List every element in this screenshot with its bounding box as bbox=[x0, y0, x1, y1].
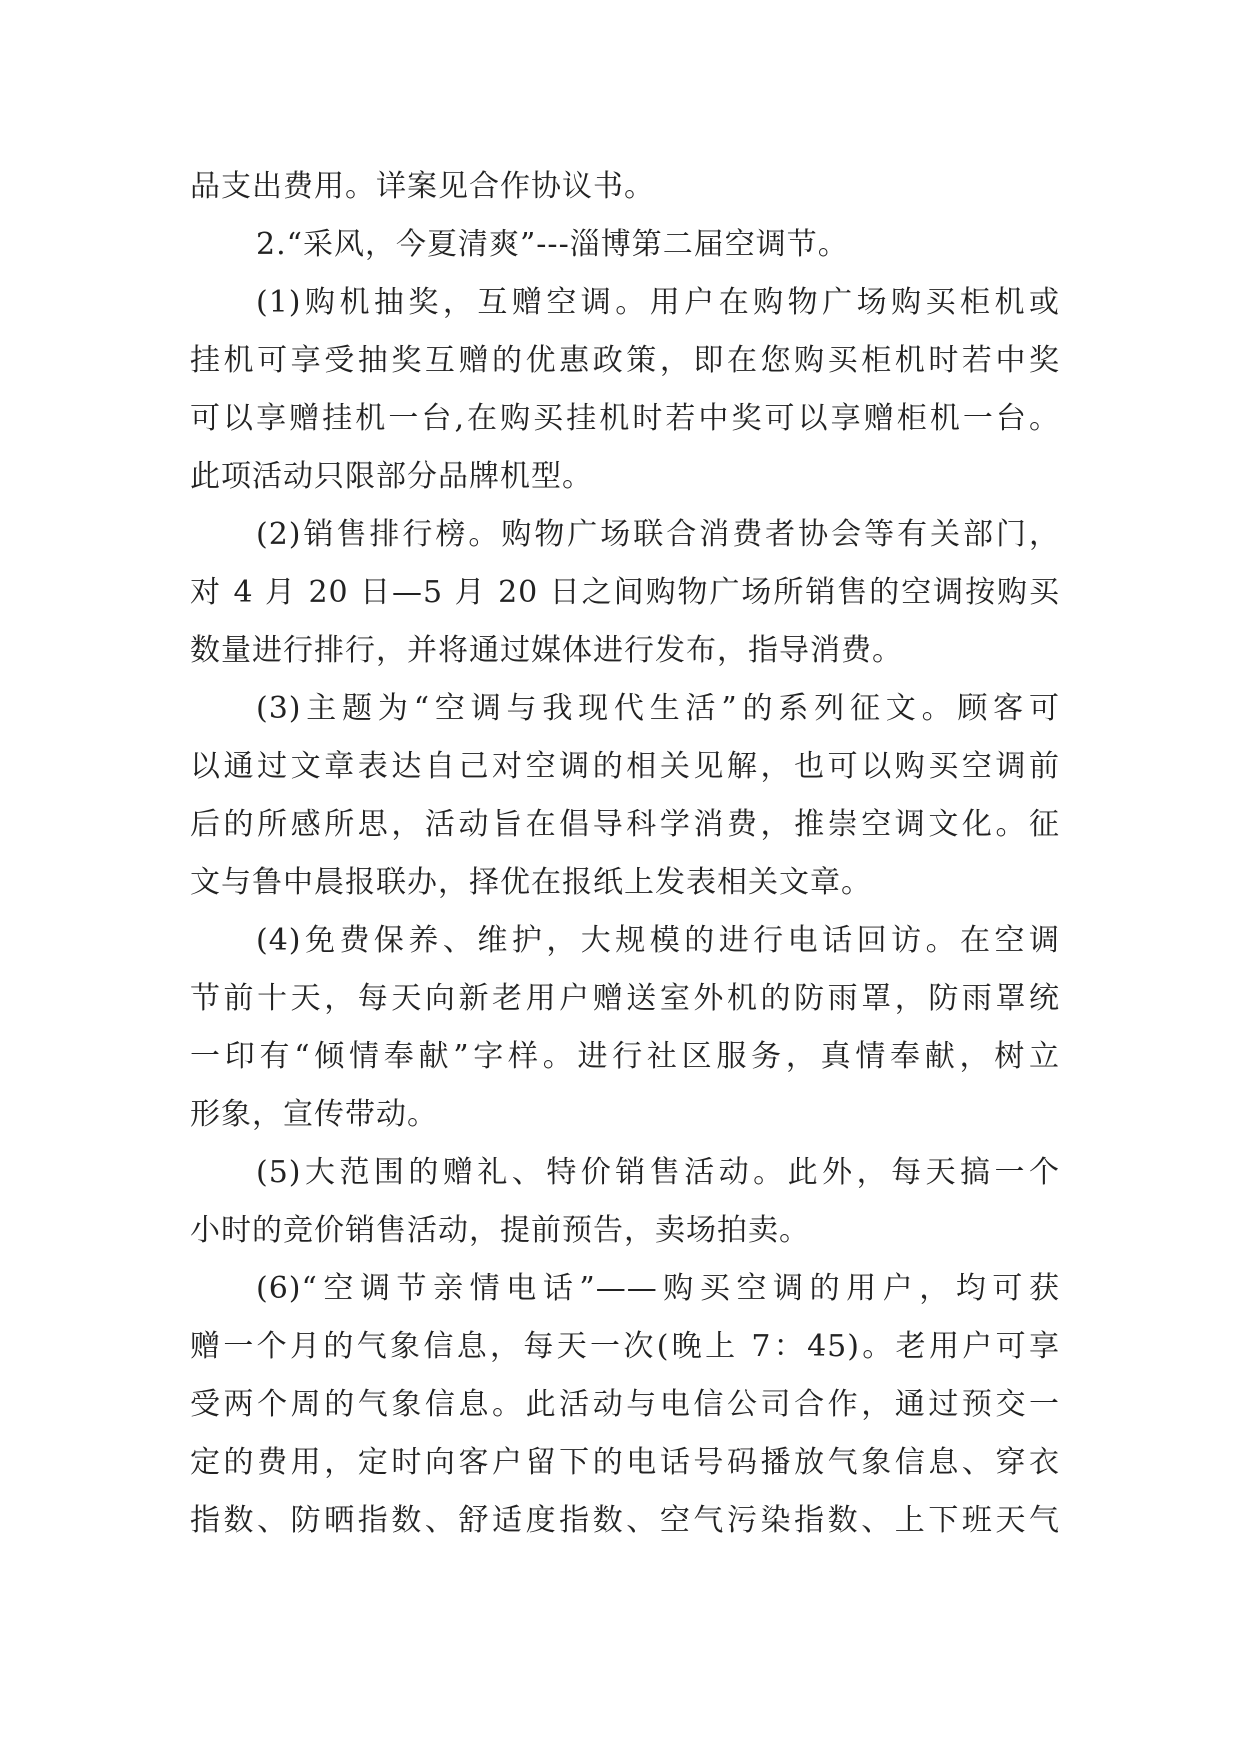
text-line: 赠一个月的气象信息，每天一次(晚上 7：45)。老用户可享 bbox=[190, 1329, 1060, 1364]
text-line: 定的费用，定时向客户留下的电话号码播放气象信息、穿衣 bbox=[190, 1445, 1060, 1480]
text-line: 受两个周的气象信息。此活动与电信公司合作，通过预交一 bbox=[190, 1387, 1060, 1422]
text-line: 形象，宣传带动。 bbox=[190, 1097, 438, 1132]
text-line: 对 4 月 20 日—5 月 20 日之间购物广场所销售的空调按购买 bbox=[190, 575, 1060, 610]
section-heading: 2.“采风，今夏清爽”---淄博第二届空调节。 bbox=[256, 227, 849, 262]
text-line: 文与鲁中晨报联办，择优在报纸上发表相关文章。 bbox=[190, 865, 872, 900]
text-line: (4)免费保养、维护，大规模的进行电话回访。在空调 bbox=[256, 923, 1060, 958]
text-line: (5)大范围的赠礼、特价销售活动。此外，每天搞一个 bbox=[256, 1155, 1060, 1190]
text-line: 节前十天，每天向新老用户赠送室外机的防雨罩，防雨罩统 bbox=[190, 981, 1060, 1016]
text-line: (3)主题为“空调与我现代生活”的系列征文。顾客可 bbox=[256, 691, 1060, 726]
text-line: 指数、防晒指数、舒适度指数、空气污染指数、上下班天气 bbox=[190, 1503, 1060, 1538]
text-line: 挂机可享受抽奖互赠的优惠政策，即在您购买柜机时若中奖 bbox=[190, 343, 1060, 378]
text-line: (1)购机抽奖，互赠空调。用户在购物广场购买柜机或 bbox=[256, 285, 1060, 320]
text-line: 可以享赠挂机一台,在购买挂机时若中奖可以享赠柜机一台。 bbox=[190, 401, 1060, 436]
text-line: 此项活动只限部分品牌机型。 bbox=[190, 459, 593, 494]
text-line: (6)“空调节亲情电话”——购买空调的用户，均可获 bbox=[256, 1271, 1060, 1306]
text-line: (2)销售排行榜。购物广场联合消费者协会等有关部门， bbox=[256, 517, 1060, 552]
document-body bbox=[190, 158, 1060, 1550]
text-line: 数量进行排行，并将通过媒体进行发布，指导消费。 bbox=[190, 633, 903, 668]
text-line: 品支出费用。详案见合作协议书。 bbox=[190, 169, 655, 204]
text-line: 一印有“倾情奉献”字样。进行社区服务，真情奉献，树立 bbox=[190, 1039, 1060, 1074]
text-line: 以通过文章表达自己对空调的相关见解，也可以购买空调前 bbox=[190, 749, 1060, 784]
text-line: 小时的竞价销售活动，提前预告，卖场拍卖。 bbox=[190, 1213, 810, 1248]
text-line: 后的所感所思，活动旨在倡导科学消费，推崇空调文化。征 bbox=[190, 807, 1060, 842]
